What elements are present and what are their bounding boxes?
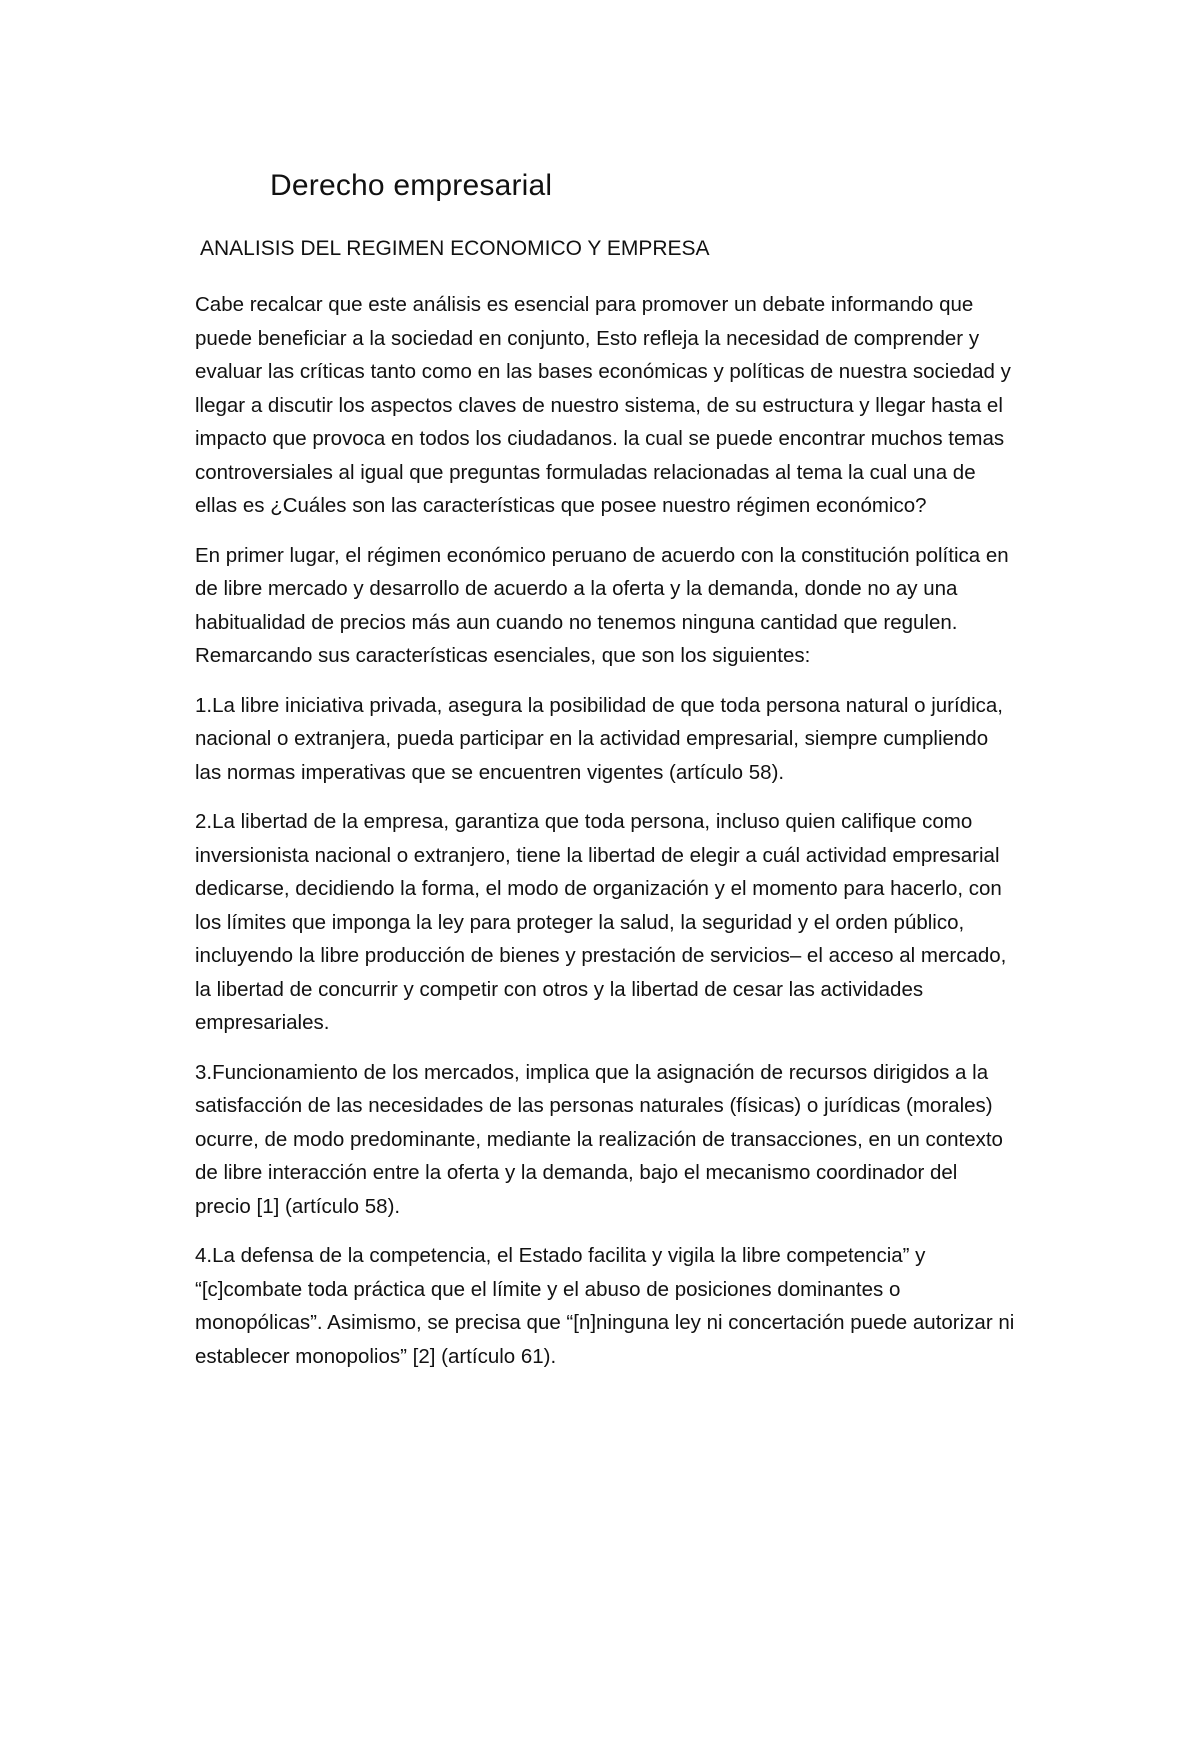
document-title: Derecho empresarial	[270, 169, 553, 202]
document-subtitle: ANALISIS DEL REGIMEN ECONOMICO Y EMPRESA	[200, 237, 710, 260]
paragraph-intro: Cabe recalcar que este análisis es esencial para promover un debate informando que puede beneficiar a la sociedad en conjunto, Esto refleja la necesidad de comprender y evaluar las críticas tanto como en las bases económicas y políticas de nuestra sociedad y llegar a discutir los aspectos claves de nuestro sistema, de su estructura y llegar hasta el impacto que provoca en todos los ciudadanos. la cual se puede encontrar muchos temas controversiales al igual que preguntas formuladas relacionadas al tema la cual una de ellas es ¿Cuáles son las características que posee nuestro régimen económico?	[195, 293, 1011, 517]
document-body	[195, 288, 1015, 1389]
paragraph-item-1: 1.La libre iniciativa privada, asegura la posibilidad de que toda persona natural o jurídica, nacional o extranjera, pueda participar en la actividad empresarial, siempre cumpliendo las normas imperativas que se encuentren vigentes (artículo 58).	[195, 693, 1003, 784]
paragraph-item-4: 4.La defensa de la competencia, el Estado facilita y vigila la libre competencia” y “[c]combate toda práctica que el límite y el abuso de posiciones dominantes o monopólicas”. Asimismo, se precisa que “[n]ninguna ley ni concertación puede autorizar ni establecer monopolios” [2] (artículo 61).	[195, 1244, 1015, 1368]
paragraph-item-3: 3.Funcionamiento de los mercados, implica que la asignación de recursos dirigidos a la satisfacción de las necesidades de las personas naturales (físicas) o jurídicas (morales) ocurre, de modo predominante, mediante la realización de transacciones, en un contexto de libre interacción entre la oferta y la demanda, bajo el mecanismo coordinador del precio [1] (artículo 58).	[195, 1060, 1003, 1218]
paragraph-regimen: En primer lugar, el régimen económico peruano de acuerdo con la constitución política en de libre mercado y desarrollo de acuerdo a la oferta y la demanda, donde no ay una habitualidad de precios más aun cuando no tenemos ninguna cantidad que regulen. Remarcando sus características esenciales, que son los siguientes:	[195, 543, 1009, 667]
paragraph-item-2: 2.La libertad de la empresa, garantiza que toda persona, incluso quien califique como inversionista nacional o extranjero, tiene la libertad de elegir a cuál actividad empresarial dedicarse, decidiendo la forma, el modo de organización y el momento para hacerlo, con los límites que imponga la ley para proteger la salud, la seguridad y el orden público, incluyendo la libre producción de bienes y prestación de servicios– el acceso al mercado, la libertad de concurrir y competir con otros y la libertad de cesar las actividades empresariales.	[195, 810, 1007, 1034]
